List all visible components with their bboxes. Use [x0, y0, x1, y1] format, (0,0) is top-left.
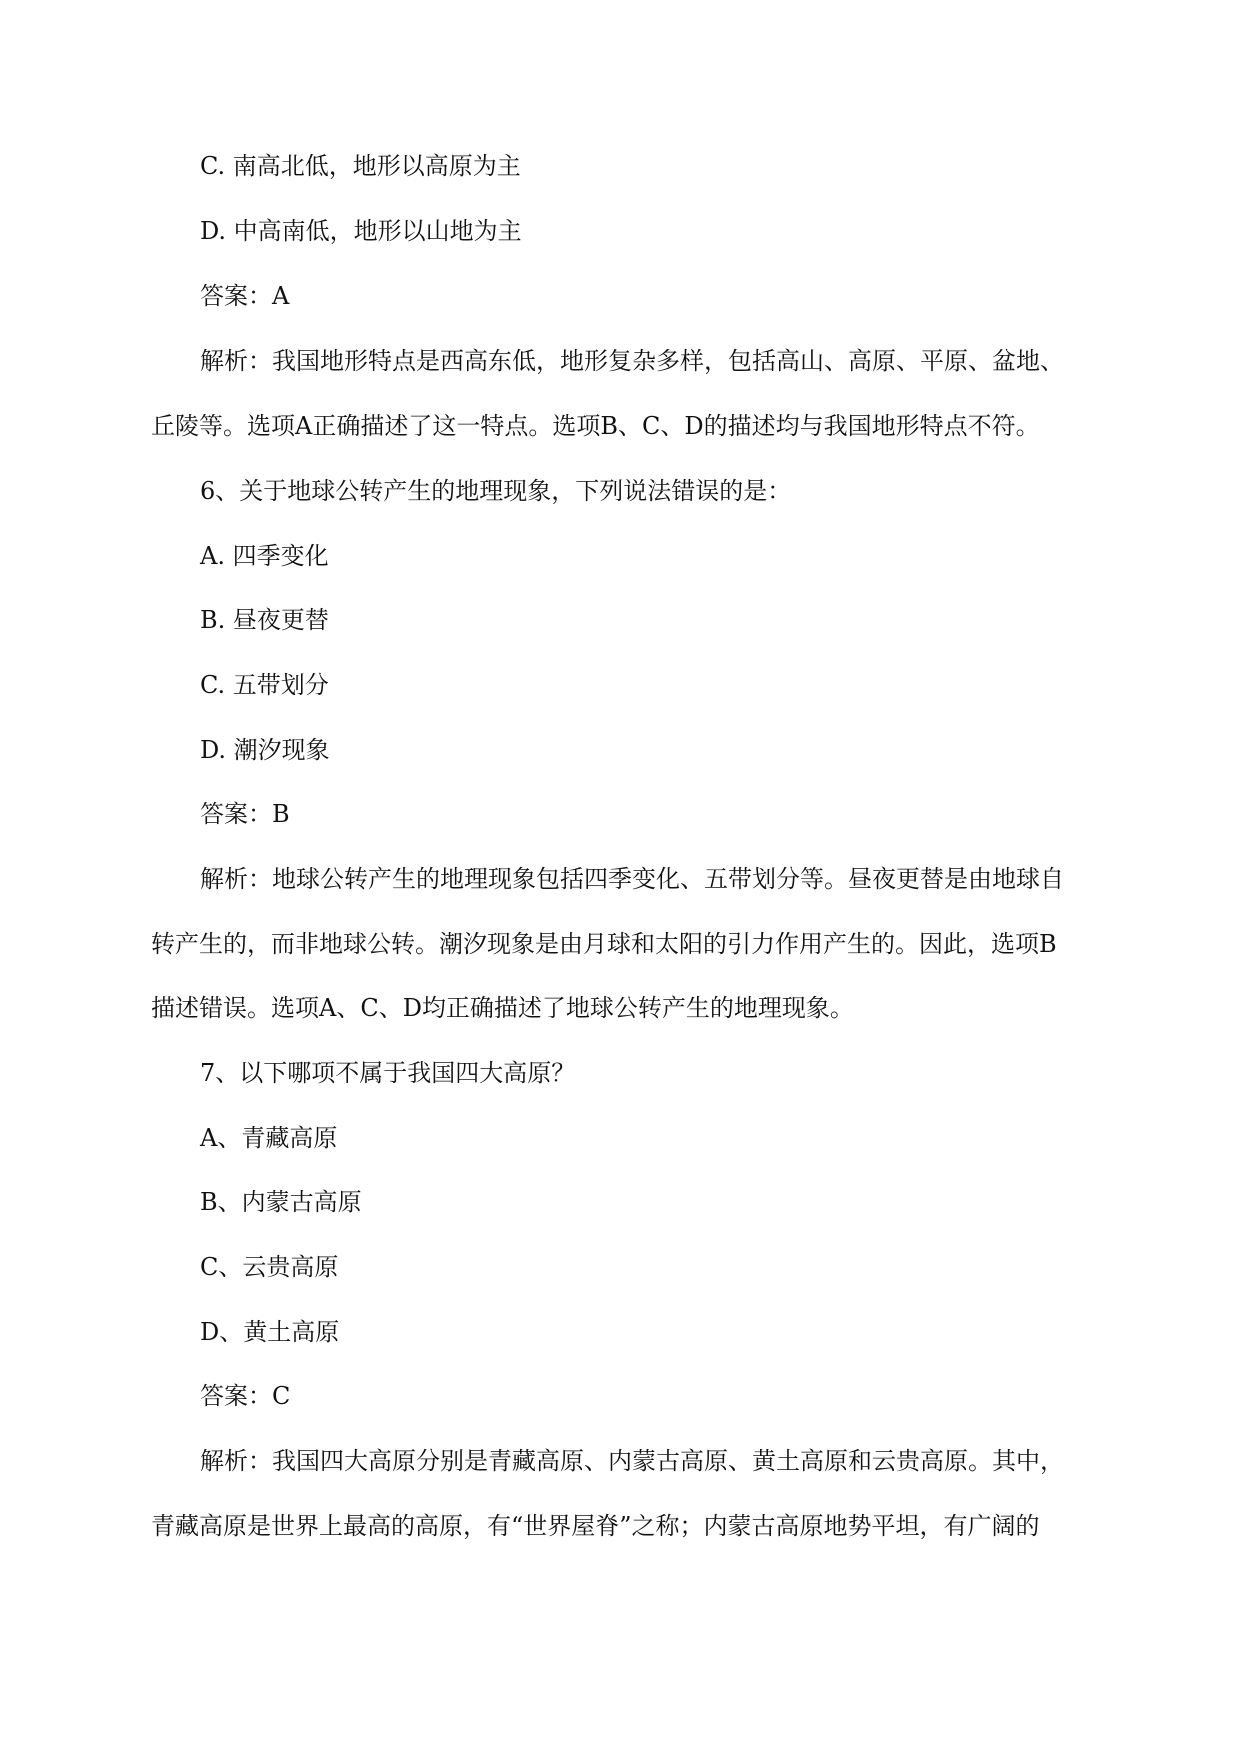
q6-analysis-line-3: 描述错误。选项A、C、D均正确描述了地球公转产生的地理现象。: [151, 994, 854, 1022]
q5-answer: 答案：A: [200, 282, 290, 310]
q7-question: 7、以下哪项不属于我国四大高原？: [200, 1059, 576, 1087]
q7-answer: 答案：C: [200, 1382, 291, 1410]
q6-option-c: C. 五带划分: [200, 671, 329, 699]
q7-option-b: B、内蒙古高原: [200, 1188, 362, 1216]
q7-analysis-line-2: 青藏高原是世界上最高的高原，有“世界屋脊”之称；内蒙古高原地势平坦，有广阔的: [151, 1512, 1040, 1540]
q7-analysis-line-1: 解析：我国四大高原分别是青藏高原、内蒙古高原、黄土高原和云贵高原。其中，: [200, 1447, 1064, 1475]
q6-question: 6、关于地球公转产生的地理现象，下列说法错误的是：: [200, 477, 792, 505]
q7-option-d: D、黄土高原: [200, 1318, 340, 1346]
q7-option-a: A、青藏高原: [200, 1124, 338, 1152]
q6-analysis-line-2: 转产生的，而非地球公转。潮汐现象是由月球和太阳的引力作用产生的。因此，选项B: [151, 930, 1057, 958]
q6-option-d: D. 潮汐现象: [200, 736, 330, 764]
q7-option-c: C、云贵高原: [200, 1253, 339, 1281]
q5-option-d: D. 中高南低，地形以山地为主: [200, 217, 522, 245]
q6-answer: 答案：B: [200, 800, 290, 828]
q6-option-b: B. 昼夜更替: [200, 606, 329, 634]
q6-analysis-line-1: 解析：地球公转产生的地理现象包括四季变化、五带划分等。昼夜更替是由地球自: [200, 865, 1064, 893]
q5-option-c: C. 南高北低，地形以高原为主: [200, 152, 521, 180]
q5-analysis-line-1: 解析：我国地形特点是西高东低，地形复杂多样，包括高山、高原、平原、盆地、: [200, 347, 1064, 375]
q6-option-a: A. 四季变化: [200, 542, 329, 570]
q5-analysis-line-2: 丘陵等。选项A正确描述了这一特点。选项B、C、D的描述均与我国地形特点不符。: [151, 412, 1040, 440]
